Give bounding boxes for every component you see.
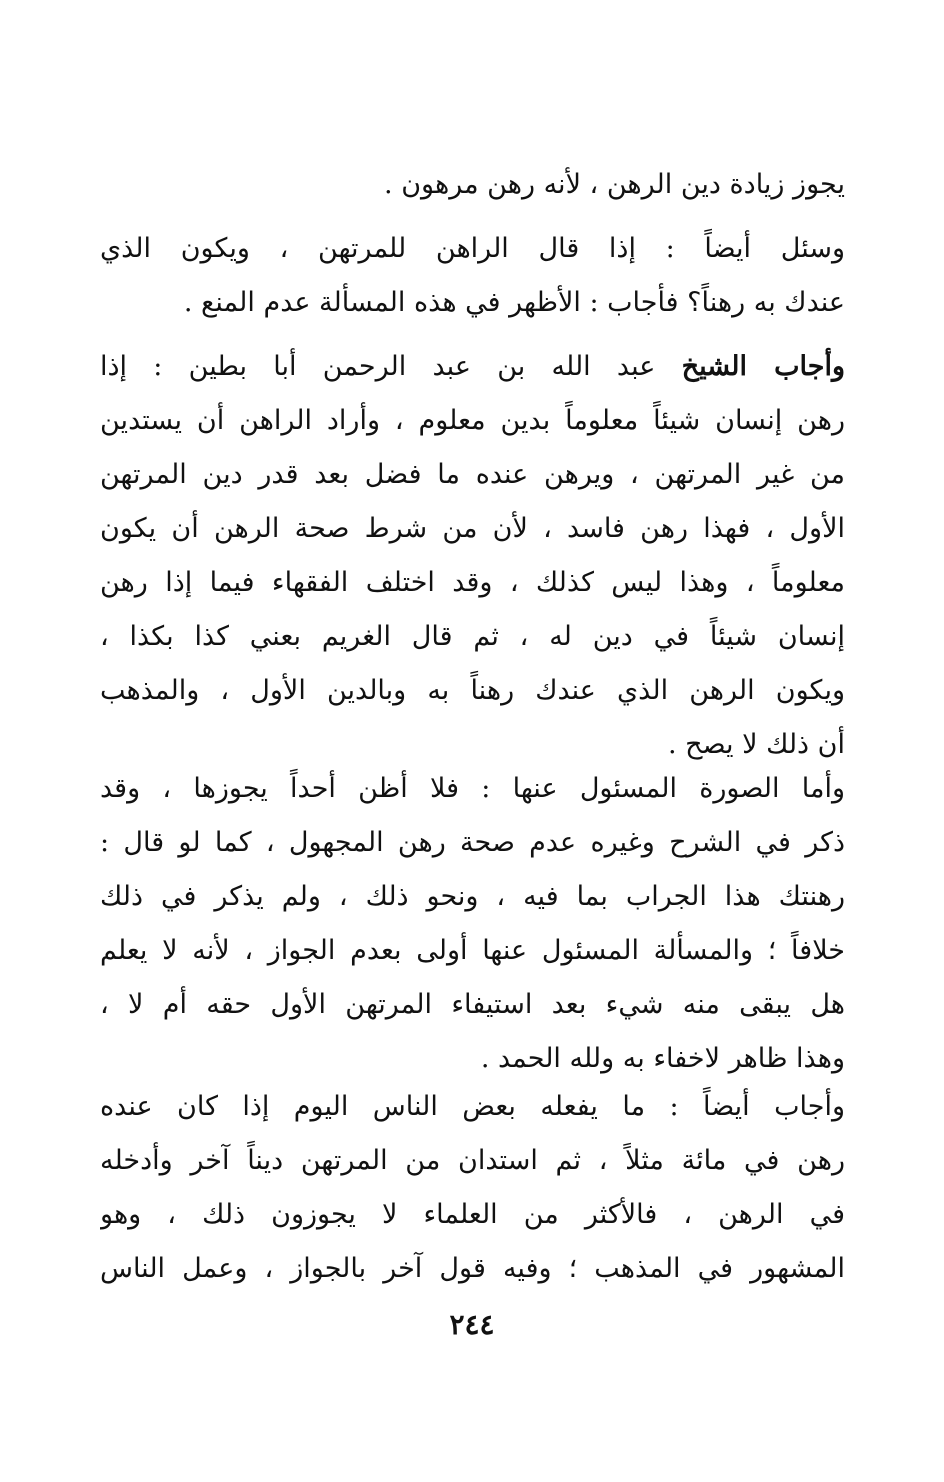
text-line: رهن إنسان شيئاً معلوماً بدين معلوم ، وأراد الراهن أن يستدين bbox=[100, 405, 845, 436]
text-line: خلافاً ؛ والمسألة المسئول عنها أولى بعدم الجواز ، لأنه لا يعلم bbox=[100, 935, 845, 966]
text-line: في الرهن ، فالأكثر من العلماء لا يجوزون ذلك ، وهو bbox=[100, 1199, 845, 1230]
sheikh-heading: وأجاب الشيخ bbox=[681, 351, 845, 382]
text-line: رهنتك هذا الجراب بما فيه ، ونحو ذلك ، ولم يذكر في ذلك bbox=[100, 881, 845, 912]
paragraph-1 bbox=[100, 158, 845, 212]
text-line: معلوماً ، وهذا ليس كذلك ، وقد اختلف الفقهاء فيما إذا رهن bbox=[100, 567, 845, 598]
text-line: إنسان شيئاً في دين له ، ثم قال الغريم بعني كذا بكذا ، bbox=[100, 621, 845, 652]
text-line: رهن في مائة مثلاً ، ثم استدان من المرتهن ديناً آخر وأدخله bbox=[100, 1145, 845, 1176]
text-line: وهذا ظاهر لاخفاء به ولله الحمد . bbox=[480, 1043, 845, 1074]
paragraph-2 bbox=[100, 222, 845, 330]
text-line: وأجاب أيضاً : ما يفعله بعض الناس اليوم إذا كان عنده bbox=[100, 1091, 845, 1122]
paragraph-4 bbox=[100, 762, 845, 1086]
text-line: أن ذلك لا يصح . bbox=[667, 729, 845, 760]
text-line-rest: عبد الله بن عبد الرحمن أبا بطين : إذا bbox=[100, 351, 656, 382]
paragraph-5 bbox=[100, 1080, 845, 1296]
text-line: من غير المرتهن ، ويرهن عنده ما فضل بعد قدر دين المرتهن bbox=[100, 459, 845, 490]
text-line: المشهور في المذهب ؛ وفيه قول آخر بالجواز ، وعمل الناس bbox=[100, 1253, 845, 1284]
text-line: عندك به رهناً؟ فأجاب : الأظهر في هذه المسألة عدم المنع . bbox=[183, 287, 845, 318]
text-line: وسئل أيضاً : إذا قال الراهن للمرتهن ، ويكون الذي bbox=[100, 233, 845, 264]
text-line: الأول ، فهذا رهن فاسد ، لأن من شرط صحة الرهن أن يكون bbox=[100, 513, 845, 544]
text-line: هل يبقى منه شيء بعد استيفاء المرتهن الأول حقه أم لا ، bbox=[100, 989, 845, 1020]
page-number: ٢٤٤ bbox=[449, 1308, 495, 1341]
text-line-first bbox=[100, 340, 845, 394]
text-line: ويكون الرهن الذي عندك رهناً به وبالدين الأول ، والمذهب bbox=[100, 675, 845, 706]
text-line: يجوز زيادة دين الرهن ، لأنه رهن مرهون . bbox=[384, 169, 845, 200]
text-line: وأما الصورة المسئول عنها : فلا أظن أحداً يجوزها ، وقد bbox=[100, 773, 845, 804]
text-line: ذكر في الشرح وغيره عدم صحة رهن المجهول ، كما لو قال : bbox=[100, 827, 845, 858]
paragraph-3 bbox=[100, 340, 845, 772]
